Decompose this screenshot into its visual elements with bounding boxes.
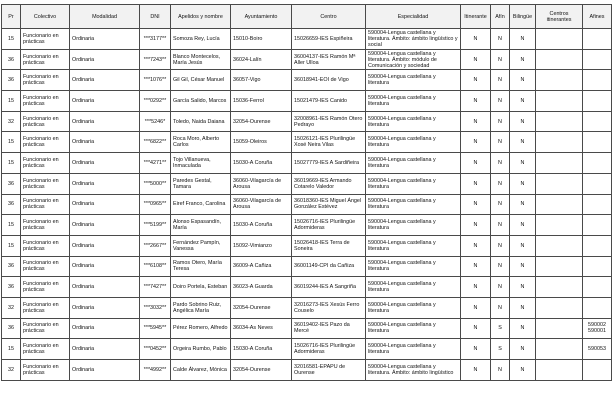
cell-modalidad: Ordinaria [70, 297, 140, 318]
cell-afines [583, 360, 612, 381]
cell-especialidad: 590004-Lengua castellana y literatura [366, 194, 461, 215]
cell-afines [583, 70, 612, 91]
cell-apelidos-nombre: Doiro Portela, Esteban [171, 277, 231, 298]
cell-modalidad: Ordinaria [70, 173, 140, 194]
cell-apelidos-nombre: Tojo Villanueva, Inmaculada [171, 153, 231, 174]
cell-itinerante: N [461, 235, 491, 256]
cell-itinerante: N [461, 111, 491, 132]
cell-especialidad: 590004-Lengua castellana y literatura [366, 70, 461, 91]
cell-apelidos-nombre: Ramos Otero, María Teresa [171, 256, 231, 277]
cell-centros-itinerantes [536, 318, 583, 339]
cell-bilingue: N [510, 132, 536, 153]
cell-modalidad: Ordinaria [70, 339, 140, 360]
cell-afin: N [491, 256, 510, 277]
cell-dni: ***0965** [140, 194, 171, 215]
cell-colectivo: Funcionario en prácticas [21, 173, 70, 194]
cell-dni: ***4992** [140, 360, 171, 381]
cell-dni: ***2667** [140, 235, 171, 256]
cell-centros-itinerantes [536, 215, 583, 236]
cell-centro: 36004137-IES Ramón Mª Aller Ulloa [292, 49, 366, 70]
cell-bilingue: N [510, 339, 536, 360]
cell-colectivo: Funcionario en prácticas [21, 70, 70, 91]
cell-itinerante: N [461, 297, 491, 318]
cell-colectivo: Funcionario en prácticas [21, 215, 70, 236]
cell-itinerante: N [461, 360, 491, 381]
cell-bilingue: N [510, 70, 536, 91]
cell-afin: N [491, 91, 510, 112]
cell-apelidos-nombre: Alonso Espasandín, María [171, 215, 231, 236]
cell-afin: S [491, 318, 510, 339]
cell-afines [583, 215, 612, 236]
cell-centro: 36019669-IES Armando Cotarelo Valedor [292, 173, 366, 194]
cell-centros-itinerantes [536, 256, 583, 277]
cell-apelidos-nombre: Toledo, Naida Daiana [171, 111, 231, 132]
cell-modalidad: Ordinaria [70, 318, 140, 339]
table-header [2, 5, 612, 29]
cell-colectivo: Funcionario en prácticas [21, 277, 70, 298]
cell-centro: 15026418-IES Terra de Soneira [292, 235, 366, 256]
cell-modalidad: Ordinaria [70, 49, 140, 70]
cell-ayuntamiento: 15059-Oleiros [231, 132, 292, 153]
cell-colectivo: Funcionario en prácticas [21, 339, 70, 360]
cell-bilingue: N [510, 29, 536, 50]
cell-centros-itinerantes [536, 297, 583, 318]
cell-afin: N [491, 173, 510, 194]
cell-especialidad: 590004-Lengua castellana y literatura. Ámbito: módulo de Comunicación y sociedad [366, 49, 461, 70]
cell-centro: 32016273-IES Xesús Ferro Couselo [292, 297, 366, 318]
cell-pr: 15 [2, 235, 21, 256]
cell-dni: ***5246* [140, 111, 171, 132]
cell-colectivo: Funcionario en prácticas [21, 111, 70, 132]
cell-centro: 32016581-EPAPU de Ourense [292, 360, 366, 381]
cell-pr: 15 [2, 91, 21, 112]
cell-bilingue: N [510, 91, 536, 112]
column-header-pr: Pr [2, 5, 21, 29]
table-row [2, 256, 612, 277]
cell-bilingue: N [510, 111, 536, 132]
cell-centros-itinerantes [536, 91, 583, 112]
cell-apelidos-nombre: Eiref Franco, Carolina [171, 194, 231, 215]
cell-dni: ***6108** [140, 256, 171, 277]
table-row [2, 339, 612, 360]
cell-afin: N [491, 235, 510, 256]
cell-colectivo: Funcionario en prácticas [21, 360, 70, 381]
table-row [2, 91, 612, 112]
cell-pr: 36 [2, 173, 21, 194]
cell-especialidad: 590004-Lengua castellana y literatura [366, 318, 461, 339]
cell-ayuntamiento: 36023-A Guarda [231, 277, 292, 298]
cell-afines [583, 91, 612, 112]
cell-colectivo: Funcionario en prácticas [21, 297, 70, 318]
cell-pr: 32 [2, 360, 21, 381]
cell-pr: 15 [2, 29, 21, 50]
cell-afines: 590002 590001 [583, 318, 612, 339]
cell-afines [583, 256, 612, 277]
cell-centros-itinerantes [536, 29, 583, 50]
cell-especialidad: 590004-Lengua castellana y literatura [366, 91, 461, 112]
cell-modalidad: Ordinaria [70, 194, 140, 215]
cell-ayuntamiento: 15030-A Coruña [231, 215, 292, 236]
table-row [2, 277, 612, 298]
cell-pr: 36 [2, 256, 21, 277]
cell-itinerante: N [461, 256, 491, 277]
cell-especialidad: 590004-Lengua castellana y literatura [366, 297, 461, 318]
cell-centros-itinerantes [536, 235, 583, 256]
cell-itinerante: N [461, 173, 491, 194]
cell-modalidad: Ordinaria [70, 111, 140, 132]
cell-colectivo: Funcionario en prácticas [21, 153, 70, 174]
cell-colectivo: Funcionario en prácticas [21, 256, 70, 277]
cell-especialidad: 590004-Lengua castellana y literatura. Ámbito: ámbito lingüístico [366, 360, 461, 381]
cell-modalidad: Ordinaria [70, 235, 140, 256]
column-header-ayuntamiento: Ayuntamiento [231, 5, 292, 29]
cell-colectivo: Funcionario en prácticas [21, 318, 70, 339]
cell-afines [583, 235, 612, 256]
cell-centro: 36018360-IES Miguel Ángel González Estévez [292, 194, 366, 215]
cell-apelidos-nombre: Calde Álvarez, Mónica [171, 360, 231, 381]
cell-afin: N [491, 153, 510, 174]
cell-modalidad: Ordinaria [70, 360, 140, 381]
column-header-centro: Centro [292, 5, 366, 29]
cell-afin: N [491, 29, 510, 50]
header-row [2, 5, 612, 29]
cell-itinerante: N [461, 318, 491, 339]
cell-dni: ***5000** [140, 173, 171, 194]
column-header-itinerante: Itinerante [461, 5, 491, 29]
column-header-modalidad: Modalidad [70, 5, 140, 29]
cell-bilingue: N [510, 235, 536, 256]
cell-itinerante: N [461, 153, 491, 174]
cell-modalidad: Ordinaria [70, 277, 140, 298]
cell-dni: ***7427** [140, 277, 171, 298]
cell-pr: 15 [2, 215, 21, 236]
cell-especialidad: 590004-Lengua castellana y literatura [366, 153, 461, 174]
cell-ayuntamiento: 32054-Ourense [231, 111, 292, 132]
cell-centros-itinerantes [536, 339, 583, 360]
table-row [2, 153, 612, 174]
table-row [2, 29, 612, 50]
cell-pr: 36 [2, 277, 21, 298]
cell-ayuntamiento: 15092-Vimianzo [231, 235, 292, 256]
cell-itinerante: N [461, 49, 491, 70]
cell-afin: N [491, 70, 510, 91]
cell-bilingue: N [510, 360, 536, 381]
cell-especialidad: 590004-Lengua castellana y literatura [366, 256, 461, 277]
table-row [2, 132, 612, 153]
cell-afin: N [491, 297, 510, 318]
cell-afin: N [491, 111, 510, 132]
cell-modalidad: Ordinaria [70, 215, 140, 236]
cell-dni: ***1076** [140, 70, 171, 91]
cell-centros-itinerantes [536, 277, 583, 298]
cell-centros-itinerantes [536, 111, 583, 132]
column-header-especialidad: Especialidad [366, 5, 461, 29]
cell-especialidad: 590004-Lengua castellana y literatura [366, 277, 461, 298]
cell-ayuntamiento: 32054-Ourense [231, 297, 292, 318]
cell-centros-itinerantes [536, 194, 583, 215]
cell-afines [583, 153, 612, 174]
cell-bilingue: N [510, 256, 536, 277]
cell-bilingue: N [510, 318, 536, 339]
cell-pr: 36 [2, 194, 21, 215]
cell-centro: 15026716-IES Plurilingüe Adormideras [292, 339, 366, 360]
cell-itinerante: N [461, 132, 491, 153]
cell-dni: ***3177** [140, 29, 171, 50]
table-row [2, 297, 612, 318]
cell-centros-itinerantes [536, 173, 583, 194]
cell-afines [583, 132, 612, 153]
cell-apelidos-nombre: Gil Gil, César Manuel [171, 70, 231, 91]
table-row [2, 360, 612, 381]
column-header-colectivo: Colectivo [21, 5, 70, 29]
cell-colectivo: Funcionario en prácticas [21, 91, 70, 112]
cell-colectivo: Funcionario en prácticas [21, 49, 70, 70]
cell-apelidos-nombre: Pérez Romero, Alfredo [171, 318, 231, 339]
cell-especialidad: 590004-Lengua castellana y literatura [366, 339, 461, 360]
cell-pr: 36 [2, 70, 21, 91]
cell-afin: N [491, 194, 510, 215]
cell-pr: 32 [2, 111, 21, 132]
cell-apelidos-nombre: García Salido, Marcos [171, 91, 231, 112]
cell-afines [583, 49, 612, 70]
cell-bilingue: N [510, 297, 536, 318]
cell-bilingue: N [510, 215, 536, 236]
cell-afin: N [491, 49, 510, 70]
cell-afines [583, 173, 612, 194]
cell-dni: ***0452** [140, 339, 171, 360]
cell-itinerante: N [461, 29, 491, 50]
cell-centros-itinerantes [536, 360, 583, 381]
cell-pr: 32 [2, 297, 21, 318]
cell-dni: ***7243** [140, 49, 171, 70]
cell-apelidos-nombre: Somoza Rey, Lucía [171, 29, 231, 50]
cell-afin: N [491, 277, 510, 298]
cell-modalidad: Ordinaria [70, 70, 140, 91]
cell-afines: 590053 [583, 339, 612, 360]
cell-apelidos-nombre: Paredes Gestal, Tamara [171, 173, 231, 194]
cell-especialidad: 590004-Lengua castellana y literatura [366, 235, 461, 256]
table-row [2, 111, 612, 132]
cell-especialidad: 590004-Lengua castellana y literatura [366, 132, 461, 153]
cell-ayuntamiento: 15010-Boiro [231, 29, 292, 50]
cell-especialidad: 590004-Lengua castellana y literatura [366, 215, 461, 236]
table-row [2, 215, 612, 236]
cell-itinerante: N [461, 277, 491, 298]
cell-especialidad: 590004-Lengua castellana y literatura [366, 111, 461, 132]
cell-modalidad: Ordinaria [70, 132, 140, 153]
cell-afines [583, 277, 612, 298]
table-row [2, 70, 612, 91]
cell-modalidad: Ordinaria [70, 91, 140, 112]
table-row [2, 194, 612, 215]
cell-centro: 36019244-IES A Sangriña [292, 277, 366, 298]
cell-centros-itinerantes [536, 49, 583, 70]
cell-ayuntamiento: 15030-A Coruña [231, 339, 292, 360]
cell-afin: N [491, 132, 510, 153]
cell-ayuntamiento: 15030-A Coruña [231, 153, 292, 174]
cell-dni: ***6822** [140, 132, 171, 153]
cell-centro: 15026716-IES Plurilingüe Adormideras [292, 215, 366, 236]
cell-itinerante: N [461, 70, 491, 91]
column-header-apelidos-nombre: Apelidos y nombre [171, 5, 231, 29]
cell-afines [583, 111, 612, 132]
cell-centro: 36019402-IES Pazo da Mercé [292, 318, 366, 339]
cell-especialidad: 590004-Lengua castellana y literatura. Ámbito: ámbito lingüístico y social [366, 29, 461, 50]
cell-centro: 36018941-EOI de Vigo [292, 70, 366, 91]
cell-itinerante: N [461, 215, 491, 236]
cell-ayuntamiento: 32054-Ourense [231, 360, 292, 381]
cell-dni: ***4271** [140, 153, 171, 174]
cell-ayuntamiento: 36057-Vigo [231, 70, 292, 91]
cell-modalidad: Ordinaria [70, 29, 140, 50]
cell-ayuntamiento: 36060-Vilagarcía de Arousa [231, 173, 292, 194]
cell-pr: 36 [2, 318, 21, 339]
cell-apelidos-nombre: Blanco Montecelos, María Jesús [171, 49, 231, 70]
cell-centro: 15026659-IES Espiñeira [292, 29, 366, 50]
cell-ayuntamiento: 36009-A Cañiza [231, 256, 292, 277]
cell-bilingue: N [510, 153, 536, 174]
column-header-afin: Afín [491, 5, 510, 29]
table-body [2, 29, 612, 381]
cell-afin: S [491, 339, 510, 360]
cell-centros-itinerantes [536, 70, 583, 91]
cell-bilingue: N [510, 49, 536, 70]
cell-itinerante: N [461, 194, 491, 215]
cell-especialidad: 590004-Lengua castellana y literatura [366, 173, 461, 194]
cell-afines [583, 297, 612, 318]
cell-centro: 15027779-IES A Sardiñeira [292, 153, 366, 174]
cell-dni: ***5199** [140, 215, 171, 236]
assignments-table [1, 4, 612, 381]
cell-afines [583, 194, 612, 215]
cell-ayuntamiento: 36060-Vilagarcía de Arousa [231, 194, 292, 215]
cell-dni: ***0292** [140, 91, 171, 112]
cell-bilingue: N [510, 277, 536, 298]
cell-colectivo: Funcionario en prácticas [21, 132, 70, 153]
cell-centros-itinerantes [536, 153, 583, 174]
column-header-centros-itinerantes: Centros itinerantes [536, 5, 583, 29]
cell-centro: 15026121-IES Plurilingüe Xosé Neira Vilas [292, 132, 366, 153]
cell-colectivo: Funcionario en prácticas [21, 235, 70, 256]
cell-dni: ***5945** [140, 318, 171, 339]
cell-pr: 15 [2, 153, 21, 174]
cell-apelidos-nombre: Fernández Pampín, Vanessa [171, 235, 231, 256]
table-row [2, 318, 612, 339]
cell-itinerante: N [461, 339, 491, 360]
column-header-afines: Afines [583, 5, 612, 29]
cell-afin: N [491, 215, 510, 236]
table-row [2, 235, 612, 256]
cell-modalidad: Ordinaria [70, 256, 140, 277]
cell-afin: N [491, 360, 510, 381]
cell-dni: ***3032** [140, 297, 171, 318]
column-header-dni: DNI [140, 5, 171, 29]
cell-colectivo: Funcionario en prácticas [21, 194, 70, 215]
table-row [2, 49, 612, 70]
cell-apelidos-nombre: Orgeira Rumbo, Pablo [171, 339, 231, 360]
cell-modalidad: Ordinaria [70, 153, 140, 174]
cell-pr: 15 [2, 339, 21, 360]
cell-centro: 32008961-IES Ramón Otero Pedrayo [292, 111, 366, 132]
cell-afines [583, 29, 612, 50]
cell-itinerante: N [461, 91, 491, 112]
cell-ayuntamiento: 15036-Ferrol [231, 91, 292, 112]
cell-bilingue: N [510, 173, 536, 194]
table-row [2, 173, 612, 194]
cell-apelidos-nombre: Pardo Sobrino Ruiz, Angélica María [171, 297, 231, 318]
cell-ayuntamiento: 36024-Lalín [231, 49, 292, 70]
cell-centro: 36001149-CPI da Cañiza [292, 256, 366, 277]
cell-centro: 15021479-IES Canido [292, 91, 366, 112]
cell-centros-itinerantes [536, 132, 583, 153]
cell-colectivo: Funcionario en prácticas [21, 29, 70, 50]
cell-pr: 15 [2, 132, 21, 153]
cell-ayuntamiento: 36034-As Neves [231, 318, 292, 339]
column-header-bilingue: Bilingüe [510, 5, 536, 29]
cell-pr: 36 [2, 49, 21, 70]
cell-bilingue: N [510, 194, 536, 215]
cell-apelidos-nombre: Roca Moro, Alberto Carlos [171, 132, 231, 153]
